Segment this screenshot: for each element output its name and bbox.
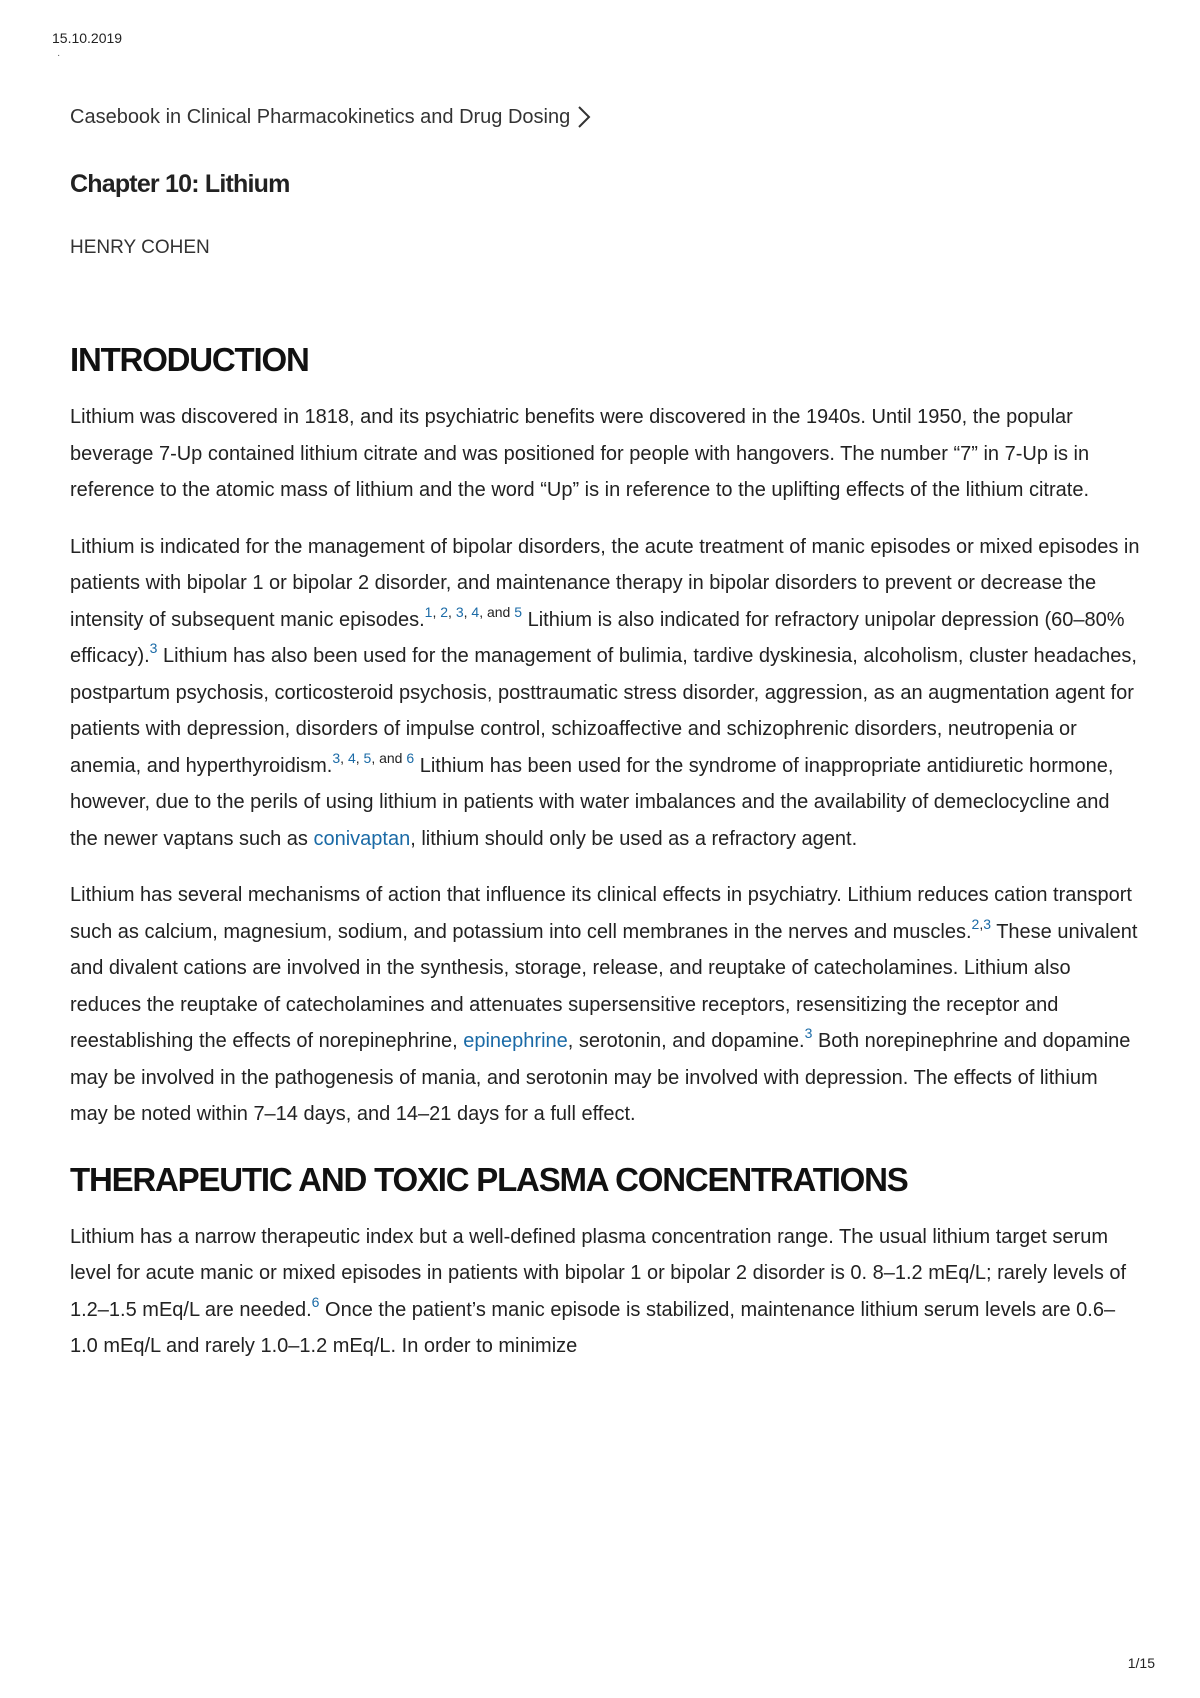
text-span: Lithium has been used for the syndrome of inappropriate antidiuretic hormone, however, due to the perils of using lithium in patients with water imbalances and the availability of demeclocycline and the newer vaptans such as (70, 754, 1114, 850)
citation-conjunction: and (486, 603, 511, 620)
intro-paragraph-3 (70, 877, 1140, 1133)
citation-link[interactable]: 2 (440, 603, 449, 620)
text-span: Lithium has a narrow therapeutic index but a well-defined plasma concentration range. The usual lithium target serum level for acute manic or mixed episodes in patients with bipolar 1 or bipolar 2 disorder is 0. 8–1.2 mEq/L; rarely levels of 1.2–1.5 mEq/L are needed. (70, 1225, 1127, 1321)
breadcrumb[interactable] (70, 92, 1140, 142)
text-span: Both norepinephrine and dopamine may be involved in the pathogenesis of mania, and serotonin may be involved with depression. The effects of lithium may be noted within 7–14 days, and 14–21 days for a full effect. (70, 1030, 1131, 1125)
drug-link-epinephrine[interactable]: epinephrine (463, 1030, 568, 1052)
citation-link[interactable]: 3 (332, 749, 341, 766)
citation-link[interactable]: 3 (455, 603, 464, 620)
citation-link[interactable]: 5 (363, 749, 372, 766)
drug-link-conivaptan[interactable]: conivaptan (313, 827, 411, 850)
citation-link[interactable]: 6 (311, 1293, 320, 1310)
citation-link[interactable]: 3 (983, 915, 992, 932)
citation-conjunction: and (379, 749, 403, 766)
text-span: Lithium has several mechanisms of action that influence its clinical effects in psychiatry. Lithium reduces cation transport such as calcium, magnesium, sodium, and potassium into cell membranes in the nerves and muscles. (70, 884, 1132, 943)
text-span: , serotonin, and dopamine. (567, 1030, 805, 1052)
chevron-right-icon[interactable] (574, 102, 594, 132)
intro-paragraph-2 (70, 529, 1140, 858)
intro-paragraph-1: Lithium was discovered in 1818, and its psychiatric benefits were discovered in the 1940s. Until 1950, the popular beverage 7-Up contained lithium citrate and was positioned for people with hangovers. The number “7” in 7-Up is in reference to the atomic mass of lithium and the word “Up” is in reference to the uplifting effects of the lithium citrate. (70, 406, 1090, 501)
citation-link[interactable]: 2 (971, 915, 980, 932)
text-span: , lithium should only be used as a refractory agent. (410, 827, 858, 850)
citation-group: 2,3 (971, 915, 992, 932)
therapeutic-paragraph-1 (70, 1219, 1140, 1365)
citation-link[interactable]: 3 (804, 1024, 813, 1041)
print-dot: · (57, 50, 61, 61)
breadcrumb-book-title[interactable]: Casebook in Clinical Pharmacokinetics and Drug Dosing (70, 105, 571, 128)
citation-link[interactable]: 3 (149, 639, 158, 656)
citation-group: 1, 2, 3, 4, and 5 (424, 603, 523, 620)
text-span: Lithium is indicated for the management of bipolar disorders, the acute treatment of manic episodes or mixed episodes in patients with bipolar 1 or bipolar 2 disorder, and maintenance therapy in bipolar disorders to prevent or decrease the intensity of subsequent manic episodes. (70, 535, 1140, 631)
citation-link[interactable]: 6 (406, 749, 415, 766)
citation-link[interactable]: 4 (471, 603, 480, 620)
text-span: Lithium has also been used for the management of bulimia, tardive dyskinesia, alcoholism, cluster headaches, postpartum psychosis, corticosteroid psychosis, posttraumatic stress disorder, aggression, as an augmentation agent for patients with depression, disorders of impulse control, schizoaffective and schizophrenic disorders, neutropenia or anemia, and hyperthyroidism. (70, 645, 1137, 777)
section-heading-introduction: INTRODUCTION (70, 341, 309, 378)
chapter-author: HENRY COHEN (70, 237, 210, 258)
citation-link[interactable]: 5 (514, 603, 523, 620)
citation-link[interactable]: 4 (347, 749, 356, 766)
text-span: Lithium is also indicated for refractory unipolar depression (60–80% efficacy). (70, 608, 1125, 667)
print-date: 15.10.2019 (52, 30, 123, 46)
chapter-title: Chapter 10: Lithium (70, 170, 290, 198)
citation-group: 3, 4, 5, and 6 (332, 749, 415, 766)
document-content (70, 92, 1140, 1365)
text-span: Once the patient’s manic episode is stabilized, maintenance lithium serum levels are 0.6–1.0 mEq/L and rarely 1.0–1.2 mEq/L. In order to minimize (70, 1298, 1116, 1357)
citation-link[interactable]: 1 (424, 603, 433, 620)
text-span: These univalent and divalent cations are involved in the synthesis, storage, release, and reuptake of catecholamines. Lithium also reduces the reuptake of catecholamines and attenuates supersensitive receptors, resensitizing the receptor and reestablishing the effects of norepinephrine, (70, 920, 1138, 1052)
section-heading-therapeutic: THERAPEUTIC AND TOXIC PLASMA CONCENTRATIONS (70, 1160, 908, 1198)
page-number: 1/15 (1127, 1655, 1155, 1671)
